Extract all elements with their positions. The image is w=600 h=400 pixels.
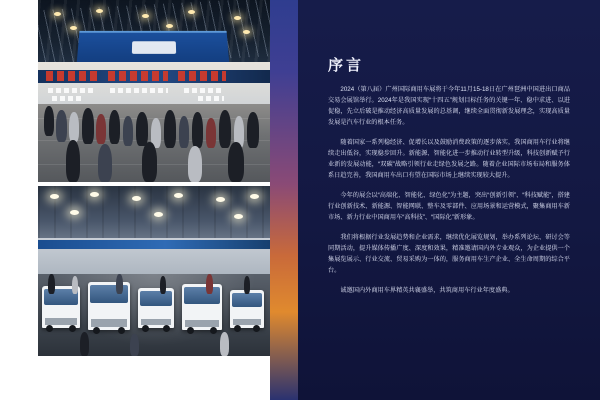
photo-top-scene <box>38 0 270 182</box>
paragraph: 诚邀国内外商用车界精英共襄盛举，共筑商用车行业年度盛典。 <box>340 287 514 294</box>
paragraph: 我们将根据行业发展趋势和企业需求，继续优化展览规划，举办系列论坛、研讨会等同期活动，提升媒体传播广度、深度和效果，精准邀请国内外专业观众，为企业提供一个集展览展示、行业交流、贸易采购为一体的，服务商用车生产企业、全生命周期的综合平台。 <box>328 234 570 274</box>
gradient-accent-strip <box>270 0 298 400</box>
paragraph: 2024（第八届）广州国际商用车展将于今年11月15-18日在广州琶洲中国进出口商品交易会展馆举行。2024年是我国实现“十四五”规划目标任务的关键一年、稳中求进、以进促稳，先立后破是推动经济高质量发展的总基调，继续全面贯彻新发展理念，实现高质量发展是汽车行业的根本任务。 <box>328 86 570 126</box>
preface-body <box>328 84 570 296</box>
photo-column <box>38 0 270 356</box>
truck-display-hall-photo <box>38 186 270 356</box>
preface-panel <box>298 0 600 400</box>
paragraph: 今年的展会以“高端化、智能化、绿色化”为主题，突出“创新引领”、“科技赋能”，搭建行业创新技术、新能源、智能网联、整车及零部件、应用场景和运营模式，聚集商用车新市场、新力行业中国商用车“高科技”、“国际化”新形象。 <box>328 192 570 221</box>
page-title: 序言 <box>328 57 365 74</box>
exhibition-booth-crowd-photo <box>38 0 270 182</box>
paragraph: 随着国家一系列稳经济、促增长以及鼓励消费政策的逐步落实，我国商用车行业将继续走出低谷，实现稳步回升。新能源、智能化进一步推动行业转型升级，科技创新赋予行业新的发展动能，“双碳”战略引领行业走绿色发展之路。随着企业国际市场布局和服务体系日趋完善，我国商用车出口有望在国际市场上继续实现较大提升。 <box>328 139 570 179</box>
photo-bottom-scene <box>38 186 270 356</box>
